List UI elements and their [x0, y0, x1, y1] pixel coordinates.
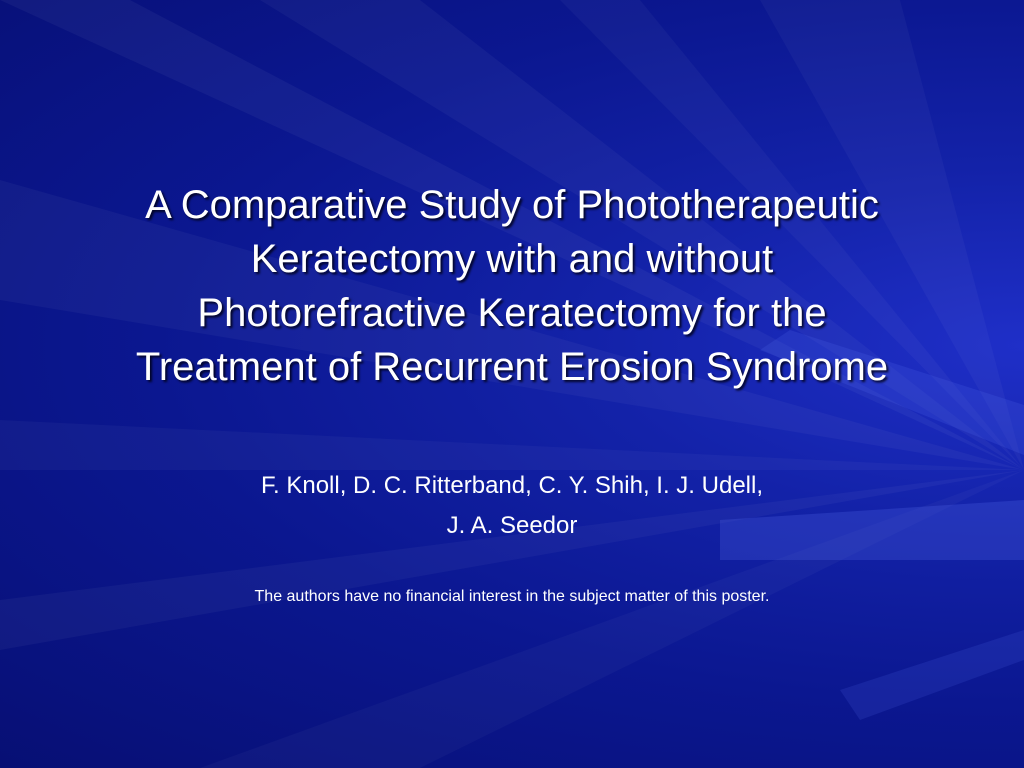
- slide-title: [40, 178, 984, 394]
- authors-line: F. Knoll, D. C. Ritterband, C. Y. Shih, I. J. Udell,: [261, 472, 763, 499]
- title-line: Keratectomy with and without: [250, 237, 774, 281]
- authors-block: [40, 466, 984, 546]
- title-line: Photorefractive Keratectomy for the: [197, 291, 827, 335]
- authors-line: J. A. Seedor: [446, 512, 578, 539]
- title-line: Treatment of Recurrent Erosion Syndrome: [135, 345, 889, 389]
- title-line: A Comparative Study of Phototherapeutic: [145, 183, 879, 227]
- disclosure-statement: The authors have no financial interest in the subject matter of this poster.: [254, 588, 770, 605]
